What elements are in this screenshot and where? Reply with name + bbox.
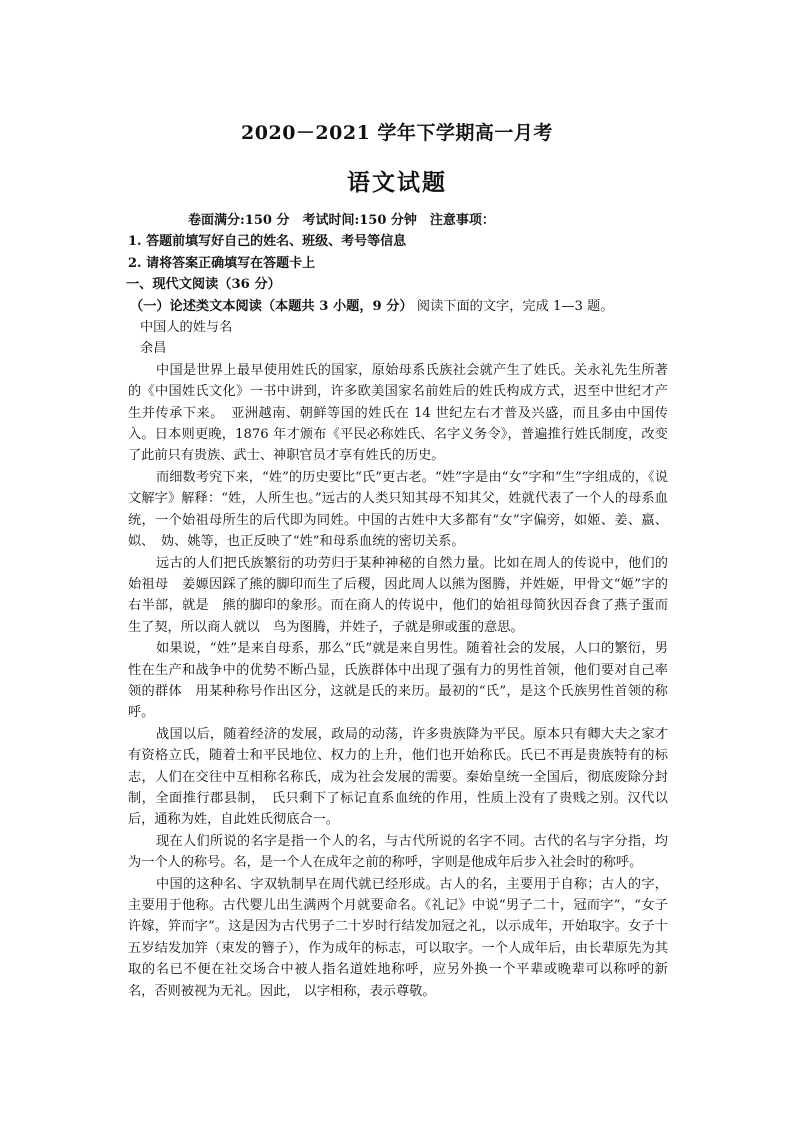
subsection-title: （一）论述类文本阅读（本题共 3 小题，9 分）	[130, 298, 413, 314]
section-title: 一、现代文阅读（36 分）	[126, 277, 281, 293]
article-paragraph: 现在人们所说的名字是指一个人的名，与古代所说的名字不同。古代的名与字分指，均为一个人的称号。名，是一个人在成年之前的称呼，字则是他成年后步入社会时的称呼。	[128, 833, 668, 871]
note-1: 1. 答题前填写好自己的姓名、班级、考号等信息	[128, 234, 407, 250]
article-paragraph: 中国的这种名、字双轨制早在周代就已经形成。古人的名，主要用于自称；古人的字，主要用于他称。古代婴儿出生满两个月就要命名。《礼记》中说“男子二十，冠而字”，“女子许嫁，笄而字”。这是因为古代男子二十岁时行结发加冠之礼，以示成年，开始取字。女子十五岁结发加笄（束发的簪子），作为成年的标志，可以取字。一个人成年后，由长辈原先为其取的名已不便在社交场合中被人指名道姓地称呼，应另外换一个平辈或晚辈可以称呼的新名，否则被视为无礼。因此， 以字相称，表示尊敬。	[128, 876, 668, 999]
exam-title: 2020－2021 学年下学期高一月考	[241, 122, 553, 144]
subsection-instruction: 阅读下面的文字，完成 1—3 题。	[412, 298, 614, 314]
exam-subject: 语文试题	[347, 169, 447, 196]
exam-content	[128, 210, 668, 1002]
article-paragraph: 战国以后，随着经济的发展，政局的动荡，许多贵族降为平民。原本只有卿大夫之家才有资格立氏，随着士和平民地位、权力的上升，他们也开始称氏。氏已不再是贵族特有的标志，人们在交往中互相称名称氏，成为社会发展的需要。秦始皇统一全国后，彻底废除分封制，全面推行郡县制， 氏只剩下了标记直系血统的作用，性质上没有了贵贱之别。汉代以后，通称为姓，自此姓氏彻底合一。	[128, 726, 668, 828]
note-2: 2. 请将答案正确填写在答题卡上	[128, 255, 316, 271]
article-paragraph: 中国是世界上最早使用姓氏的国家，原始母系氏族社会就产生了姓氏。关永礼先生所著的《中国姓氏文化》一书中讲到，许多欧美国家名前姓后的姓氏构成方式，迟至中世纪才产生并传承下来。 亚洲越南、朝鲜等国的姓氏在 14 世纪左右才普及兴盛，而且多由中国传入。日本则更晚，1876 年才颁布《平民必称姓氏、名字义务令》，普遍推行姓氏制度，改变了此前只有贵族、武士、神职官员才享有姓氏的历史。	[128, 362, 668, 464]
exam-info: 卷面满分:150 分 考试时间:150 分钟 注意事项：	[188, 213, 495, 228]
article-paragraph: 远古的人们把氏族繁衍的功劳归于某种神秘的自然力量。比如在周人的传说中，他们的始祖母 姜嫄因踩了熊的脚印而生了后稷，因此周人以熊为图腾，并姓姬，甲骨文“姬”字的右半部，就是 熊的脚印的象形。而在商人的传说中，他们的始祖母简狄因吞食了燕子蛋而生了契，所以商人就以 鸟为图腾，并姓子，子就是卵或蛋的意思。	[128, 555, 668, 635]
article-paragraph: 如果说，“姓”是来自母系，那么“氏”就是来自男性。随着社会的发展，人口的繁衍，男性在生产和战争中的优势不断凸显，氏族群体中出现了强有力的男性首领，他们要对自己率领的群体 用某种称号作出区分，这就是氏的来历。最初的“氏”，是这个氏族男性首领的称呼。	[128, 641, 668, 721]
article-title: 中国人的姓与名	[140, 320, 233, 336]
subsection-line	[128, 296, 668, 317]
article-paragraph: 而细数考究下来，“姓”的历史要比“氏”更古老。“姓”字是由“女”字和“生”字组成的，《说文解字》解释：“姓，人所生也。”远古的人类只知其母不知其父，姓就代表了一个人的母系血统，一个始祖母所生的后代即为同姓。中国的古姓中大多都有“女”字偏旁，如姬、姜、嬴、姒、 妫、姚等，也正反映了“姓”和母系血统的密切关系。	[128, 469, 668, 550]
article-author: 余昌	[140, 341, 167, 357]
